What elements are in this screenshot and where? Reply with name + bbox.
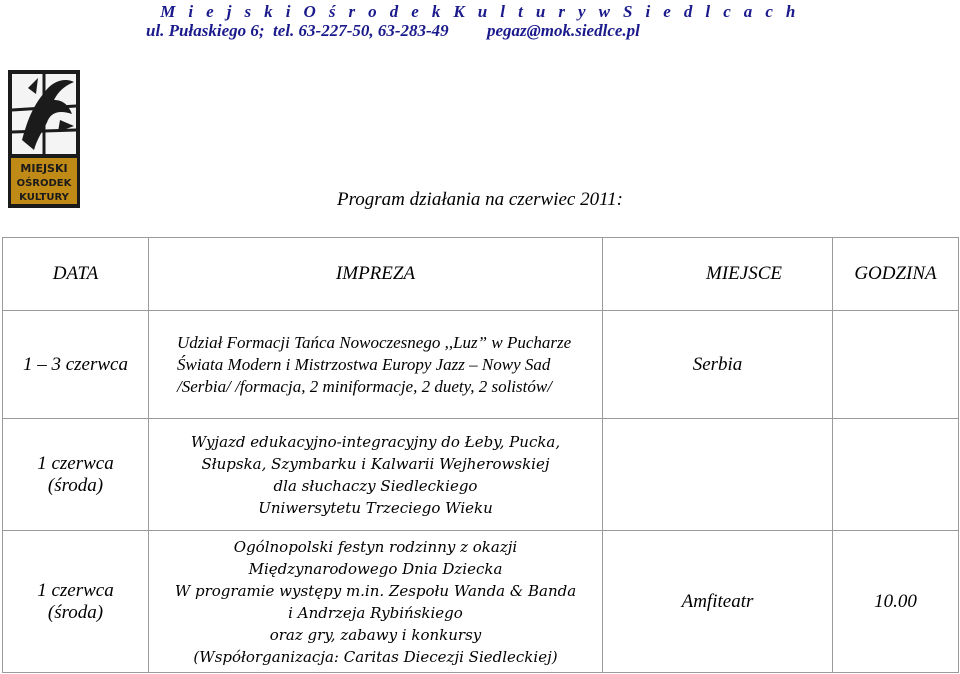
- header-time: GODZINA: [833, 238, 959, 311]
- logo-text-1: MIEJSKI: [20, 162, 68, 175]
- event-line: Międzynarodowego Dnia Dziecka: [248, 559, 503, 578]
- table-row: [3, 419, 959, 531]
- event-line: (Współorganizacja: Caritas Diecezji Siedleckiej): [193, 647, 558, 666]
- event-line: i Andrzeja Rybińskiego: [288, 603, 463, 622]
- logo-text-2: OŚRODEK: [16, 178, 72, 189]
- header-date: DATA: [3, 238, 149, 311]
- event-line: W programie występy m.in. Zespołu Wanda & Banda: [174, 581, 577, 600]
- row-event: [149, 419, 603, 531]
- header-place: MIEJSCE: [603, 238, 833, 311]
- event-line: dla słuchaczy Siedleckiego: [273, 476, 478, 495]
- event-line: Ogólnopolski festyn rodzinny z okazji: [233, 537, 518, 556]
- event-line: Słupska, Szymbarku i Kalwarii Wejherowskiej: [201, 454, 550, 473]
- institution-name: M i e j s k i O ś r o d e k K u l t u r y w S i e d l c a c h: [160, 2, 800, 21]
- row-time: 10.00: [833, 531, 959, 673]
- row-time: [833, 311, 959, 419]
- event-line: Uniwersytetu Trzeciego Wieku: [258, 498, 493, 517]
- table-row: [3, 531, 959, 673]
- header-event: IMPREZA: [149, 238, 603, 311]
- email-link[interactable]: pegaz@mok.siedlce.pl: [486, 21, 640, 40]
- row-place: [603, 419, 833, 531]
- date-weekday: (środa): [47, 474, 104, 496]
- row-date: [3, 531, 149, 673]
- row-time: [833, 419, 959, 531]
- date-line: 1 – 3 czerwca: [22, 353, 128, 375]
- table-row: [3, 311, 959, 419]
- logo-text-3: KULTURY: [19, 192, 69, 203]
- row-date: [3, 311, 149, 419]
- contact-line: [6, 21, 960, 41]
- phone: tel. 63-227-50, 63-283-49: [273, 21, 449, 40]
- address: ul. Pułaskiego 6;: [146, 21, 265, 40]
- row-event: [149, 531, 603, 673]
- schedule-table: [2, 237, 959, 673]
- row-place: Serbia: [603, 311, 833, 419]
- dancer-logo: [8, 70, 80, 208]
- row-place: Amfiteatr: [603, 531, 833, 673]
- event-line: Udział Formacji Tańca Nowoczesnego ,,Luz” w Pucharze: [177, 332, 572, 352]
- table-header-row: [3, 238, 959, 311]
- event-line: Świata Modern i Mistrzostwa Europy Jazz – Nowy Sad: [177, 354, 551, 374]
- event-line: /Serbia/ /formacja, 2 miniformacje, 2 duety, 2 solistów/: [177, 376, 552, 396]
- date-line: 1 czerwca: [37, 452, 114, 474]
- date-line: 1 czerwca: [37, 579, 114, 601]
- program-title: Program działania na czerwiec 2011:: [336, 189, 624, 210]
- row-event: [149, 311, 603, 419]
- row-date: [3, 419, 149, 531]
- event-line: Wyjazd edukacyjno-integracyjny do Łeby, Pucka,: [190, 432, 561, 451]
- event-line: oraz gry, zabawy i konkursy: [269, 625, 482, 644]
- date-weekday: (środa): [47, 601, 104, 623]
